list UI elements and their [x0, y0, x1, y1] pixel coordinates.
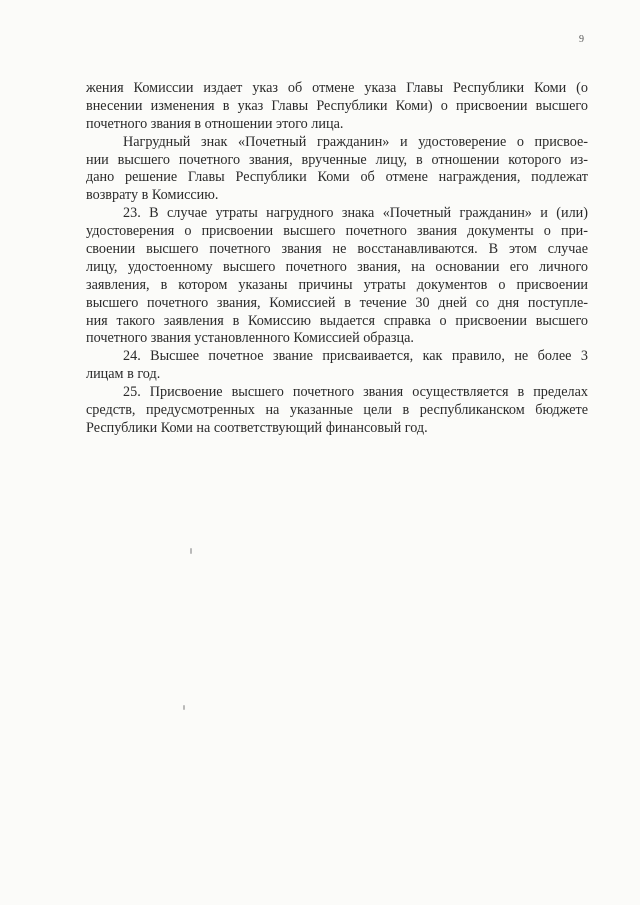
text-line: возврату в Комиссию.: [86, 187, 219, 204]
paragraph-item-25: [86, 384, 588, 438]
text-line: средств, предусмотренных на указанные цели в республиканском бюджете: [86, 402, 588, 419]
scan-speck: [183, 705, 185, 710]
text-line: жения Комиссии издает указ об отмене указа Главы Республики Коми (о: [86, 80, 588, 96]
page-number: 9: [579, 34, 584, 45]
text-line: 23. В случае утраты нагрудного знака «Почетный гражданин» и (или): [123, 205, 588, 222]
text-line: 24. Высшее почетное звание присваивается, как правило, не более 3: [123, 348, 588, 365]
body-text: [86, 80, 588, 438]
text-line: лицу, удостоенному высшего почетного звания, на основании его личного: [86, 258, 588, 275]
text-line: удостоверения о присвоении высшего почетного звания документы о при-: [86, 223, 588, 240]
paragraph-badge-return: [86, 134, 588, 206]
scan-speck: [190, 548, 192, 554]
text-line: почетного звания в отношении этого лица.: [86, 115, 344, 132]
text-line: 25. Присвоение высшего почетного звания осуществляется в пределах: [123, 384, 588, 401]
text-line: Нагрудный знак «Почетный гражданин» и удостоверение о присвое-: [123, 133, 588, 150]
text-line: своении высшего почетного звания не восстанавливаются. В этом случае: [86, 241, 588, 258]
text-line: внесении изменения в указ Главы Республики Коми) о присвоении высшего: [86, 97, 588, 114]
text-line: дано решение Главы Республики Коми об отмене награждения, подлежат: [86, 169, 588, 186]
text-line: Республики Коми на соответствующий финансовый год.: [86, 419, 428, 436]
text-line: нии высшего почетного звания, врученные лицу, в отношении которого из-: [86, 151, 588, 168]
text-line: высшего почетного звания, Комиссией в течение 30 дней со дня поступле-: [86, 294, 588, 311]
text-line: почетного звания установленного Комиссией образца.: [86, 330, 414, 347]
text-line: лицам в год.: [86, 366, 161, 383]
paragraph-item-24: [86, 348, 588, 384]
paragraph-item-23: [86, 205, 588, 348]
paragraph-continuation: [86, 80, 588, 134]
text-line: ния такого заявления в Комиссию выдается справка о присвоении высшего: [86, 312, 588, 329]
text-line: заявления, в котором указаны причины утраты документов о присвоении: [86, 276, 588, 293]
